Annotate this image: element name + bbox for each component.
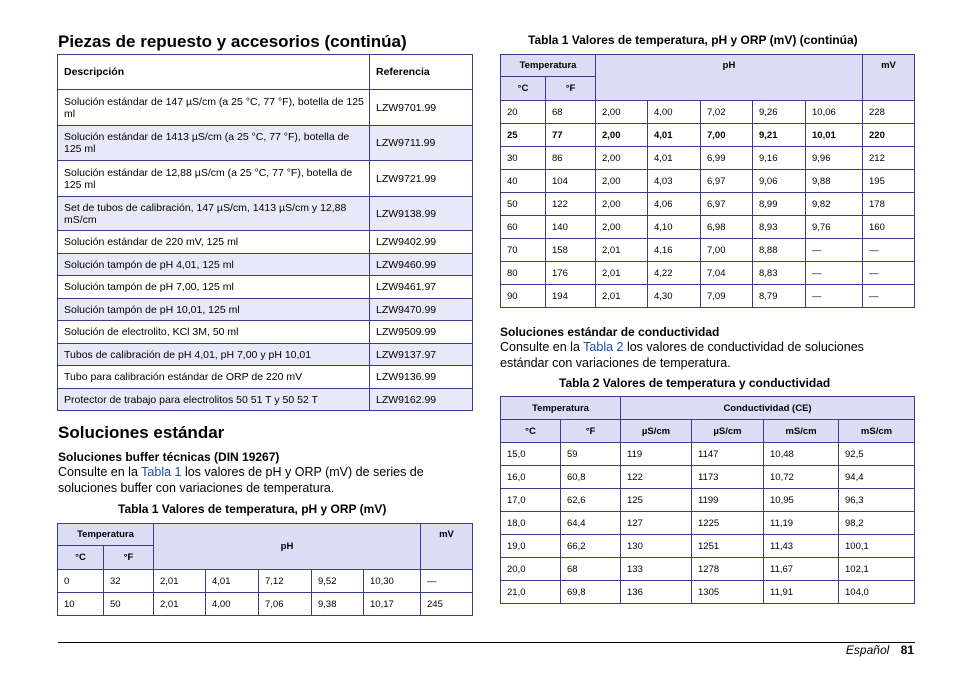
- cell: 9,96: [806, 147, 863, 170]
- cell: 4,01: [648, 124, 701, 147]
- part-reference: LZW9721.99: [370, 161, 473, 197]
- paragraph-text: los valores de conductividad de soluciones estándar con variaciones de temperatura.: [500, 340, 864, 370]
- cell: 8,79: [753, 285, 806, 308]
- cell: 8,88: [753, 239, 806, 262]
- part-description: Solución tampón de pH 4,01, 125 ml: [58, 254, 370, 276]
- cell: 64,4: [561, 512, 621, 535]
- cell: 30: [501, 147, 546, 170]
- cell: 9,26: [753, 101, 806, 124]
- part-description: Solución estándar de 12,88 µS/cm (a 25 °C, 77 °F), botella de 125 ml: [58, 161, 370, 197]
- parts-header-reference: Referencia: [370, 55, 473, 90]
- cell: 66,2: [561, 535, 621, 558]
- table-row: [58, 276, 473, 299]
- cell: 21,0: [501, 581, 561, 604]
- part-reference: LZW9402.99: [370, 231, 473, 254]
- table-header-row: [501, 55, 915, 77]
- cell: 10: [58, 593, 104, 616]
- part-reference: LZW9136.99: [370, 366, 473, 389]
- ph-orp-table: [57, 523, 473, 616]
- cell: 7,06: [259, 593, 312, 616]
- cell: 4,06: [648, 193, 701, 216]
- cell: 6,97: [701, 170, 753, 193]
- paragraph-text: los valores de pH y ORP (mV) de series de soluciones buffer con variaciones de temperatura.: [58, 465, 424, 495]
- table1-cont-caption: Tabla 1 Valores de temperatura, pH y ORP (mV) (continúa): [528, 33, 858, 47]
- page-footer: [846, 643, 914, 657]
- cell: 7,00: [701, 124, 753, 147]
- part-description: Solución estándar de 1413 µS/cm (a 25 °C, 77 °F), botella de 125 ml: [58, 126, 370, 161]
- cell: 94,4: [839, 466, 915, 489]
- header-ms-cm: mS/cm: [839, 420, 915, 443]
- cell: —: [421, 570, 473, 593]
- table-row: [501, 489, 915, 512]
- conductivity-paragraph: [500, 339, 900, 371]
- cell: 9,16: [753, 147, 806, 170]
- tabla-2-link[interactable]: Tabla 2: [583, 340, 624, 354]
- cell: 119: [621, 443, 692, 466]
- cell: 158: [546, 239, 596, 262]
- part-reference: LZW9509.99: [370, 321, 473, 344]
- cell: 10,48: [764, 443, 839, 466]
- tabla-1-link[interactable]: Tabla 1: [141, 465, 182, 479]
- cell: 68: [561, 558, 621, 581]
- table-row: [501, 466, 915, 489]
- cell: 77: [546, 124, 596, 147]
- cell: 8,99: [753, 193, 806, 216]
- table-row: [501, 216, 915, 239]
- buffer-paragraph: [58, 464, 458, 496]
- part-description: Solución tampón de pH 10,01, 125 ml: [58, 299, 370, 321]
- parts-table: [57, 54, 473, 411]
- header-mv: mV: [863, 55, 915, 101]
- cell: 59: [561, 443, 621, 466]
- table-row: [58, 161, 473, 197]
- cell: 2,00: [596, 147, 648, 170]
- cell: 1305: [692, 581, 764, 604]
- cell: 4,03: [648, 170, 701, 193]
- cell: 2,01: [596, 285, 648, 308]
- cell: 104,0: [839, 581, 915, 604]
- table-header-row: [58, 524, 473, 546]
- cell: 178: [863, 193, 915, 216]
- part-description: Solución estándar de 220 mV, 125 ml: [58, 231, 370, 254]
- cell: 68: [546, 101, 596, 124]
- cell: 2,01: [154, 570, 206, 593]
- cell: 8,93: [753, 216, 806, 239]
- part-description: Solución de electrolito, KCl 3M, 50 ml: [58, 321, 370, 344]
- cell: 7,09: [701, 285, 753, 308]
- header-conductivity: Conductividad (CE): [621, 397, 915, 420]
- table-row: [501, 262, 915, 285]
- cell: 4,00: [206, 593, 259, 616]
- cell: 4,30: [648, 285, 701, 308]
- cell: 62,6: [561, 489, 621, 512]
- page-title: Piezas de repuesto y accesorios (continúa): [58, 32, 407, 51]
- cell: 122: [621, 466, 692, 489]
- cell: 195: [863, 170, 915, 193]
- part-description: Solución tampón de pH 7,00, 125 ml: [58, 276, 370, 299]
- header-fahrenheit: °F: [561, 420, 621, 443]
- cell: 4,01: [648, 147, 701, 170]
- table-row: [501, 170, 915, 193]
- cell: 4,01: [206, 570, 259, 593]
- cell: 70: [501, 239, 546, 262]
- cell: 96,3: [839, 489, 915, 512]
- cell: 11,19: [764, 512, 839, 535]
- part-description: Tubos de calibración de pH 4,01, pH 7,00 y pH 10,01: [58, 344, 370, 366]
- cell: 7,04: [701, 262, 753, 285]
- cell: 8,83: [753, 262, 806, 285]
- footer-divider: [58, 642, 915, 643]
- cell: 10,72: [764, 466, 839, 489]
- cell: 102,1: [839, 558, 915, 581]
- cell: 140: [546, 216, 596, 239]
- cell: 1278: [692, 558, 764, 581]
- table2-caption: Tabla 2 Valores de temperatura y conductividad: [559, 376, 831, 390]
- cell: 228: [863, 101, 915, 124]
- page-number: 81: [900, 643, 914, 657]
- footer-language: Español: [845, 643, 890, 657]
- cell: 1173: [692, 466, 764, 489]
- section-title: Soluciones estándar: [58, 423, 225, 442]
- conductivity-subheading: Soluciones estándar de conductividad: [500, 325, 720, 339]
- cell: 6,99: [701, 147, 753, 170]
- cell: 2,00: [596, 170, 648, 193]
- cell: 16,0: [501, 466, 561, 489]
- cell: 0: [58, 570, 104, 593]
- part-description: Tubo para calibración estándar de ORP de 220 mV: [58, 366, 370, 389]
- cell: 122: [546, 193, 596, 216]
- table-header-row: [501, 397, 915, 420]
- cell: 17,0: [501, 489, 561, 512]
- table-row: [501, 285, 915, 308]
- cell: 2,00: [596, 101, 648, 124]
- table-row: [501, 581, 915, 604]
- cell: 4,16: [648, 239, 701, 262]
- cell: 4,22: [648, 262, 701, 285]
- header-ph: pH: [154, 524, 421, 570]
- table-row: [58, 197, 473, 231]
- cell: 4,00: [648, 101, 701, 124]
- cell: 2,01: [154, 593, 206, 616]
- table-row: [501, 558, 915, 581]
- header-celsius: °C: [501, 420, 561, 443]
- cell: 9,06: [753, 170, 806, 193]
- cell: 125: [621, 489, 692, 512]
- cell: 127: [621, 512, 692, 535]
- cell: 2,00: [596, 216, 648, 239]
- cell: 9,21: [753, 124, 806, 147]
- cell: 7,00: [701, 239, 753, 262]
- table-row: [501, 443, 915, 466]
- table-row: [58, 366, 473, 389]
- cell: —: [806, 262, 863, 285]
- cell: 104: [546, 170, 596, 193]
- table1-caption: Tabla 1 Valores de temperatura, pH y ORP (mV): [118, 502, 387, 516]
- table-row: [501, 193, 915, 216]
- part-description: Solución estándar de 147 µS/cm (a 25 °C, 77 °F), botella de 125 ml: [58, 90, 370, 126]
- table-row: [501, 147, 915, 170]
- cell: 32: [104, 570, 154, 593]
- paragraph-text: Consulte en la: [58, 465, 142, 479]
- part-reference: LZW9711.99: [370, 126, 473, 161]
- cell: 50: [104, 593, 154, 616]
- header-ms-cm: mS/cm: [764, 420, 839, 443]
- part-description: Set de tubos de calibración, 147 µS/cm, 1413 µS/cm y 12,88 mS/cm: [58, 197, 370, 231]
- table-row: [501, 239, 915, 262]
- cell: 9,88: [806, 170, 863, 193]
- cell: 220: [863, 124, 915, 147]
- cell: 11,43: [764, 535, 839, 558]
- cell: 160: [863, 216, 915, 239]
- ph-orp-table-continued: [500, 54, 915, 308]
- cell: 7,12: [259, 570, 312, 593]
- table-row: [58, 321, 473, 344]
- cell: —: [863, 285, 915, 308]
- cell: 19,0: [501, 535, 561, 558]
- cell: 9,52: [312, 570, 364, 593]
- cell: 60: [501, 216, 546, 239]
- cell: 6,98: [701, 216, 753, 239]
- cell: 133: [621, 558, 692, 581]
- header-temperature: Temperatura: [501, 397, 621, 420]
- cell: —: [806, 285, 863, 308]
- table-row: [501, 124, 915, 147]
- cell: 11,91: [764, 581, 839, 604]
- cell: —: [863, 239, 915, 262]
- cell: 9,76: [806, 216, 863, 239]
- table-row: [58, 231, 473, 254]
- cell: 69,8: [561, 581, 621, 604]
- cell: 1251: [692, 535, 764, 558]
- table-row: [58, 389, 473, 411]
- header-celsius: °C: [501, 77, 546, 101]
- cell: 212: [863, 147, 915, 170]
- part-reference: LZW9470.99: [370, 299, 473, 321]
- cell: 9,38: [312, 593, 364, 616]
- table-header-row: [501, 420, 915, 443]
- cell: 20: [501, 101, 546, 124]
- table-row: [501, 512, 915, 535]
- header-mv: mV: [421, 524, 473, 570]
- cell: 4,10: [648, 216, 701, 239]
- cell: 92,5: [839, 443, 915, 466]
- table-row: [501, 535, 915, 558]
- cell: 25: [501, 124, 546, 147]
- part-reference: LZW9162.99: [370, 389, 473, 411]
- cell: 6,97: [701, 193, 753, 216]
- cell: 7,02: [701, 101, 753, 124]
- header-us-cm: µS/cm: [692, 420, 764, 443]
- cell: 60,8: [561, 466, 621, 489]
- cell: 10,95: [764, 489, 839, 512]
- table-row: [501, 101, 915, 124]
- part-description: Protector de trabajo para electrolitos 50 51 T y 50 52 T: [58, 389, 370, 411]
- cell: 2,00: [596, 124, 648, 147]
- part-reference: LZW9460.99: [370, 254, 473, 276]
- buffer-subheading: Soluciones buffer técnicas (DIN 19267): [58, 450, 280, 464]
- header-us-cm: µS/cm: [621, 420, 692, 443]
- part-reference: LZW9137.97: [370, 344, 473, 366]
- header-fahrenheit: °F: [104, 546, 154, 570]
- table-row: [58, 344, 473, 366]
- paragraph-text: Consulte en la: [500, 340, 584, 354]
- cell: 245: [421, 593, 473, 616]
- header-ph: pH: [596, 55, 863, 101]
- table-row: [58, 593, 473, 616]
- cell: 136: [621, 581, 692, 604]
- header-temperature: Temperatura: [501, 55, 596, 77]
- header-temperature: Temperatura: [58, 524, 154, 546]
- cell: 100,1: [839, 535, 915, 558]
- cell: 176: [546, 262, 596, 285]
- cell: 15,0: [501, 443, 561, 466]
- cell: 10,30: [364, 570, 421, 593]
- part-reference: LZW9701.99: [370, 90, 473, 126]
- cell: 2,00: [596, 193, 648, 216]
- cell: 2,01: [596, 262, 648, 285]
- table-row: [58, 570, 473, 593]
- part-reference: LZW9138.99: [370, 197, 473, 231]
- header-fahrenheit: °F: [546, 77, 596, 101]
- cell: 130: [621, 535, 692, 558]
- cell: 10,01: [806, 124, 863, 147]
- cell: 18,0: [501, 512, 561, 535]
- cell: 1199: [692, 489, 764, 512]
- cell: 80: [501, 262, 546, 285]
- parts-table-header: [58, 55, 473, 90]
- table-row: [58, 299, 473, 321]
- cell: —: [863, 262, 915, 285]
- table-row: [58, 90, 473, 126]
- cell: 20,0: [501, 558, 561, 581]
- cell: 11,67: [764, 558, 839, 581]
- cell: 1225: [692, 512, 764, 535]
- header-celsius: °C: [58, 546, 104, 570]
- cell: —: [806, 239, 863, 262]
- cell: 40: [501, 170, 546, 193]
- conductivity-table: [500, 396, 915, 604]
- cell: 50: [501, 193, 546, 216]
- cell: 10,17: [364, 593, 421, 616]
- cell: 98,2: [839, 512, 915, 535]
- parts-header-description: Descripción: [58, 55, 370, 90]
- table-row: [58, 126, 473, 161]
- cell: 1147: [692, 443, 764, 466]
- cell: 194: [546, 285, 596, 308]
- cell: 90: [501, 285, 546, 308]
- cell: 9,82: [806, 193, 863, 216]
- cell: 10,06: [806, 101, 863, 124]
- cell: 2,01: [596, 239, 648, 262]
- table-row: [58, 254, 473, 276]
- part-reference: LZW9461.97: [370, 276, 473, 299]
- cell: 86: [546, 147, 596, 170]
